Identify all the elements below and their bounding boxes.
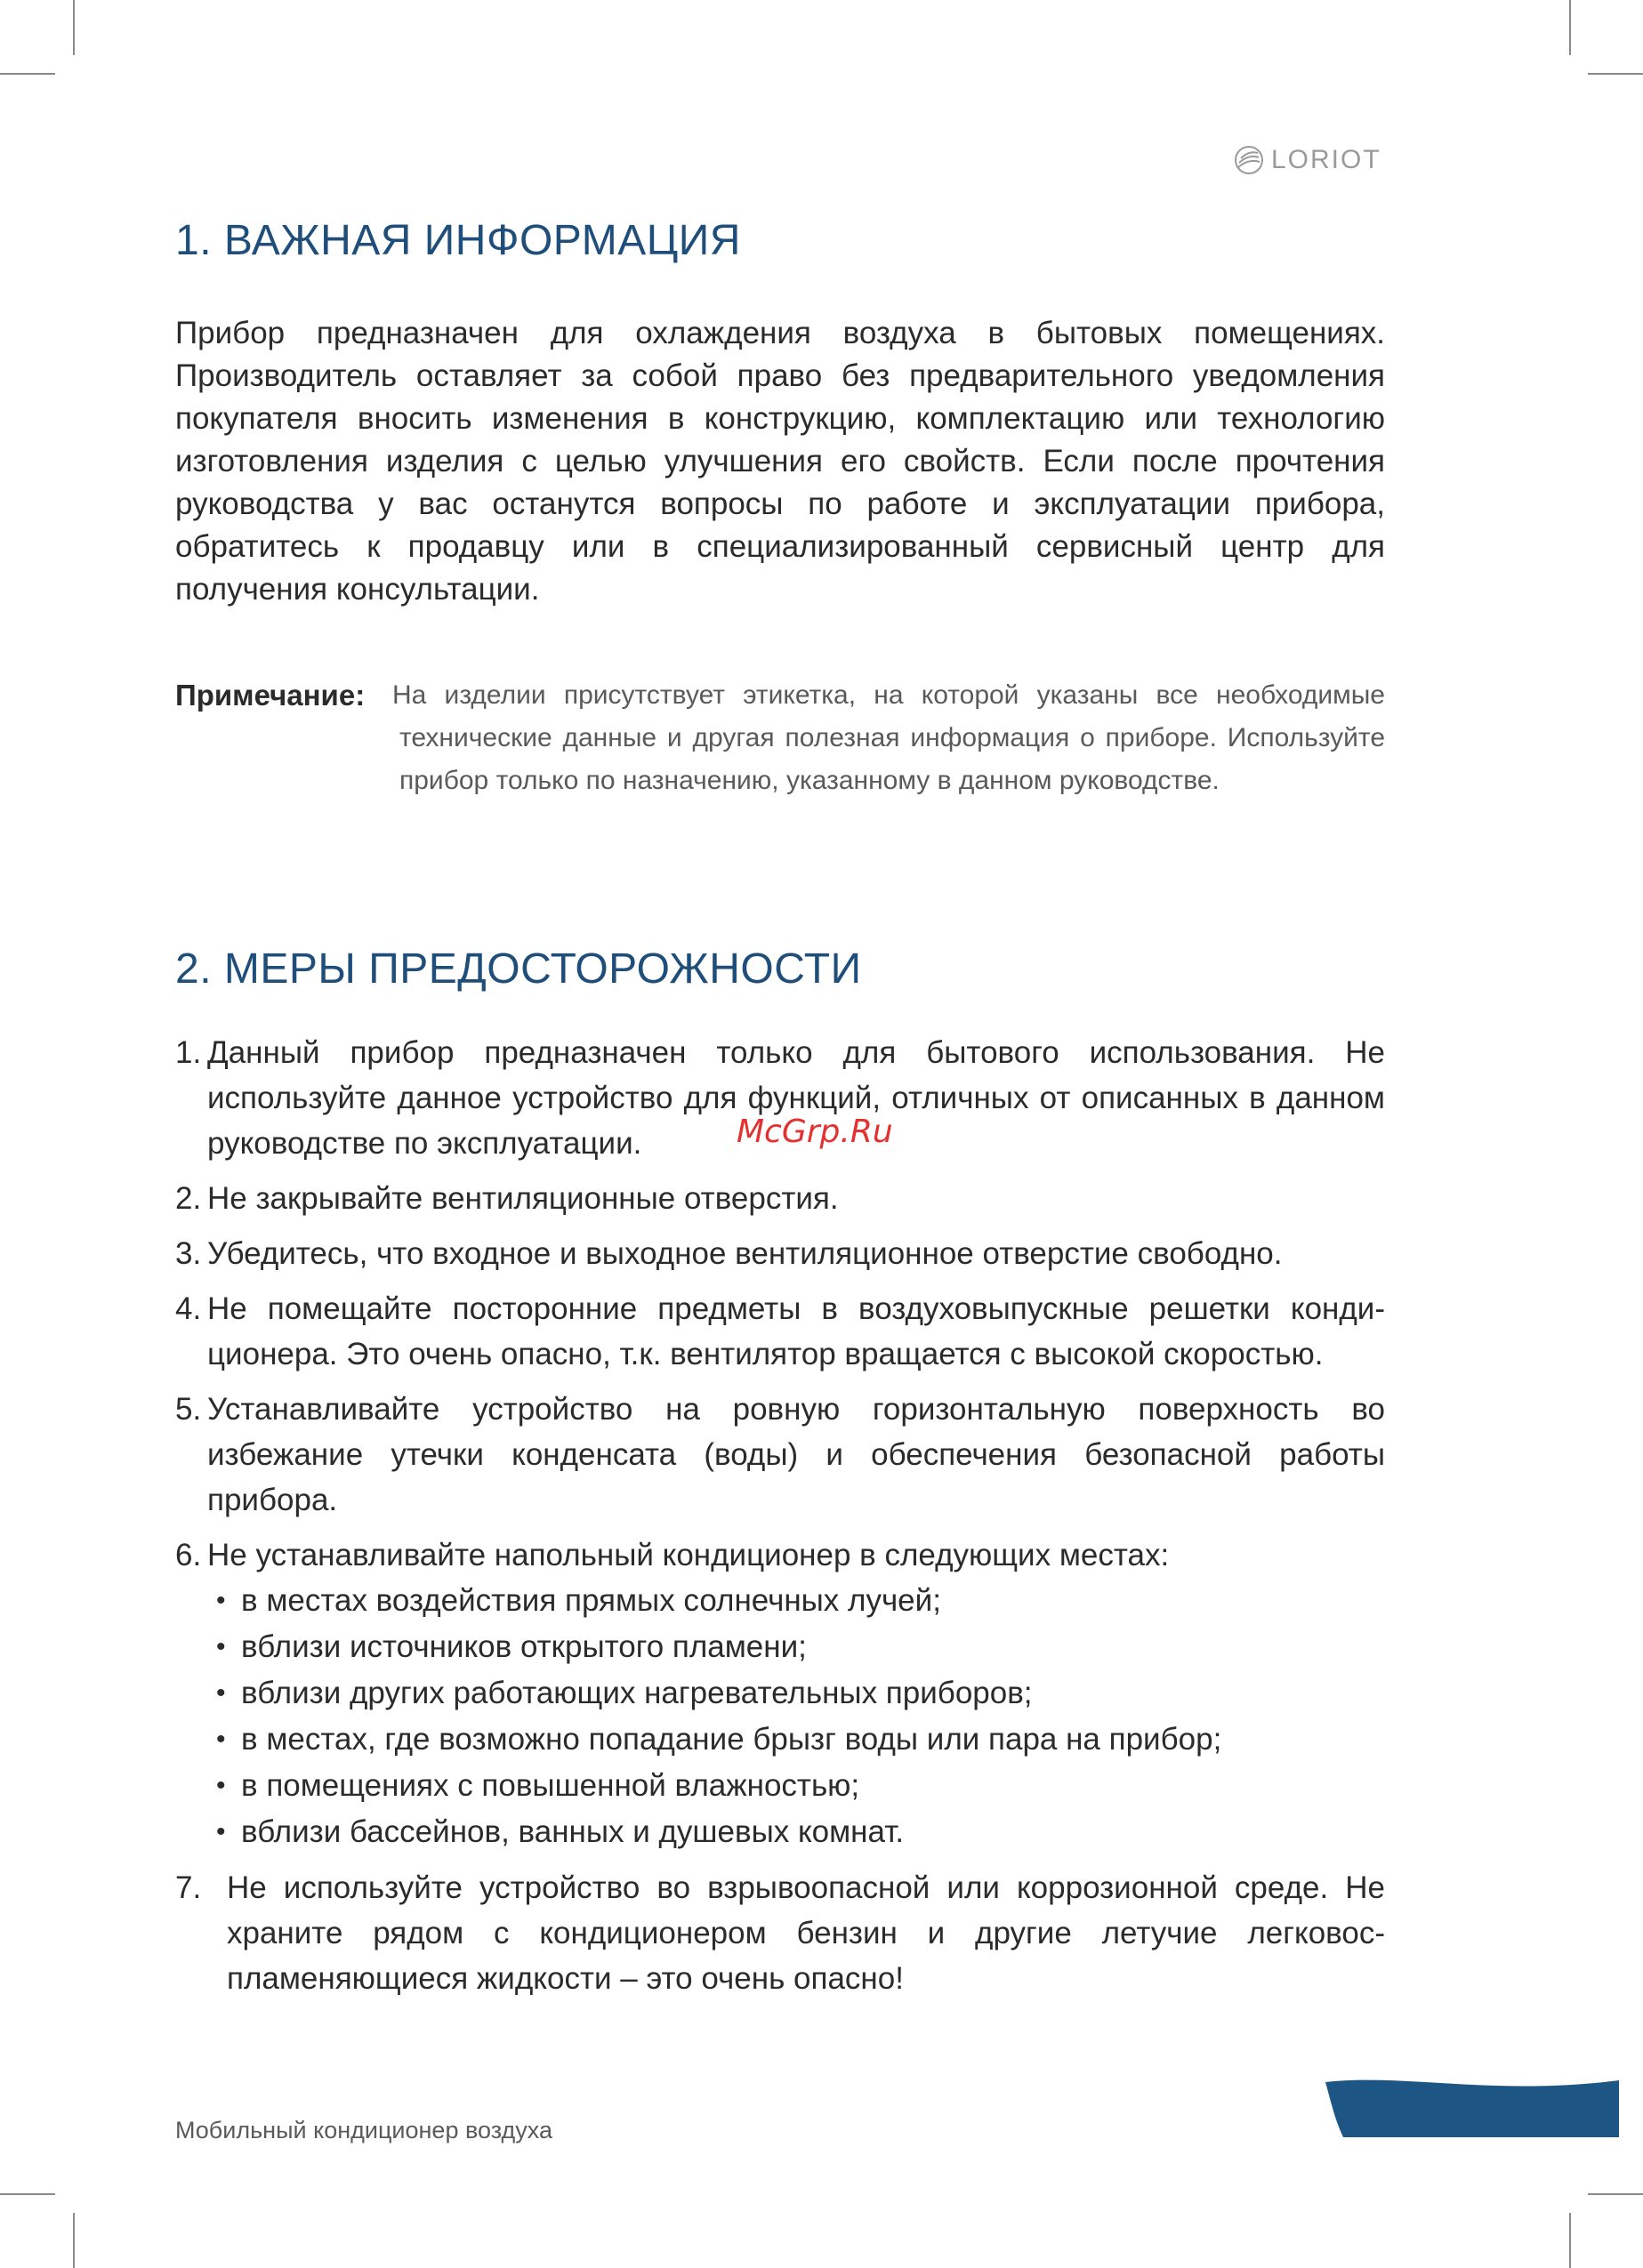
sublist-item-text: вблизи источников открытого пламени; [241, 1629, 807, 1664]
sublist-item [207, 1717, 1385, 1763]
sublist-item-text: вблизи бассейнов, ванных и душевых комнат. [241, 1814, 905, 1849]
section-1-paragraph: Прибор предназначен для охлаждения воздуха в бытовых помещениях. Производитель оставляет за собой право без предварительного уведомления покупателя вносить изменения в конструкцию, комплектацию или технологию изготовления изделия с целью улучшения его свойств. Если после прочтения руководства у вас останутся вопросы по работе и эксплуатации прибора, обратитесь к продавцу или в специализированный сервисный центр для получения консультации. [175, 316, 1385, 607]
list-item [175, 1532, 1385, 1855]
note-label: Примечание: [175, 679, 366, 712]
bullet-icon: • [216, 1771, 226, 1800]
decorative-wave-shape [1325, 2079, 1619, 2139]
list-item [175, 1286, 1385, 1377]
sublist-item-text: в помещениях с повышенной влажностью; [241, 1768, 860, 1803]
sublist-item-text: в местах, где возможно попадание брызг воды или пара на прибор; [241, 1722, 1222, 1757]
list-item-number: 6. [175, 1538, 202, 1572]
sublist-item-text: вблизи других работающих нагревательных приборов; [241, 1676, 1033, 1710]
crop-mark [1588, 2193, 1643, 2195]
bullet-icon: • [216, 1586, 226, 1615]
bullet-icon: • [216, 1678, 226, 1708]
bullet-icon: • [216, 1725, 226, 1754]
watermark-link[interactable]: McGrp.Ru [737, 1114, 893, 1150]
section-2-title: 2. МЕРЫ ПРЕДОСТОРОЖНОСТИ [175, 945, 862, 993]
list-item-text: Убедитесь, что входное и выходное вентиляционное отверстие свободно. [207, 1236, 1283, 1271]
precautions-list [175, 1030, 1385, 2011]
list-item-number: 2. [175, 1181, 202, 1216]
list-item-number: 7. [175, 1870, 202, 1905]
brand-logo [1234, 145, 1381, 175]
section-1-title: 1. ВАЖНАЯ ИНФОРМАЦИЯ [175, 217, 741, 264]
sublist-item [207, 1809, 1385, 1855]
sublist-item [207, 1578, 1385, 1624]
list-item-text: Не устанавливайте напольный кондиционер в следующих местах: [207, 1538, 1170, 1572]
logo-text: LORIOT [1271, 145, 1381, 174]
list-item-number: 3. [175, 1236, 202, 1271]
list-item-text: Не используйте устройство во взрывоопасной или коррозионной среде. Не храните рядом с кондиционером бензин и другие летучие легковоспламеняющиеся жидкости – это очень опасно! [227, 1870, 1385, 1996]
crop-mark [73, 0, 75, 55]
list-item-text: Не закрывайте вентиляционные отверстия. [207, 1181, 839, 1216]
sublist-item-text: в местах воздействия прямых солнечных лучей; [241, 1583, 941, 1618]
list-item [175, 1176, 1385, 1221]
list-item-text: Устанавливайте устройство на ровную горизонтальную поверхность во избежание утечки конденсата (воды) и обеспечения безопасной работы прибора. [207, 1392, 1385, 1517]
note-text: На изделии присутствует этикетка, на которой указаны все необходимые технические данные и другая полезная информация о приборе. Используйте прибор только по назначению, указанному в данном руководстве. [392, 680, 1385, 795]
crop-mark [0, 73, 55, 75]
crop-mark [1569, 0, 1571, 55]
list-item [175, 1387, 1385, 1523]
crop-mark [73, 2213, 75, 2268]
crop-mark [1569, 2213, 1571, 2268]
list-item-text: Данный прибор предназначен только для бытового использования. Не используйте данное устройство для функций, отличных от описанных в данном руководстве по эксплуатации. [207, 1035, 1385, 1161]
list-item-number: 1. [175, 1035, 202, 1070]
crop-mark [0, 2193, 55, 2195]
note-block [175, 674, 1385, 802]
list-item-number: 4. [175, 1291, 202, 1326]
bullet-icon: • [216, 1817, 226, 1846]
list-item [175, 1865, 1385, 2001]
bullet-icon: • [216, 1632, 226, 1661]
sublist-item [207, 1763, 1385, 1809]
crop-mark [1588, 73, 1643, 75]
page-footer: Мобильный кондиционер воздуха [175, 2117, 552, 2143]
list-item-number: 5. [175, 1392, 202, 1427]
sublist-item [207, 1624, 1385, 1670]
list-item-text: Не помещайте посторонние предметы в воздуховыпускные решетки кондиционера. Это очень опасно, т.к. вентилятор вращается с высокой скоростью. [207, 1291, 1385, 1371]
sublist-item [207, 1670, 1385, 1717]
locations-sublist [207, 1578, 1385, 1855]
loriot-logo-icon [1234, 145, 1264, 175]
list-item [175, 1231, 1385, 1276]
